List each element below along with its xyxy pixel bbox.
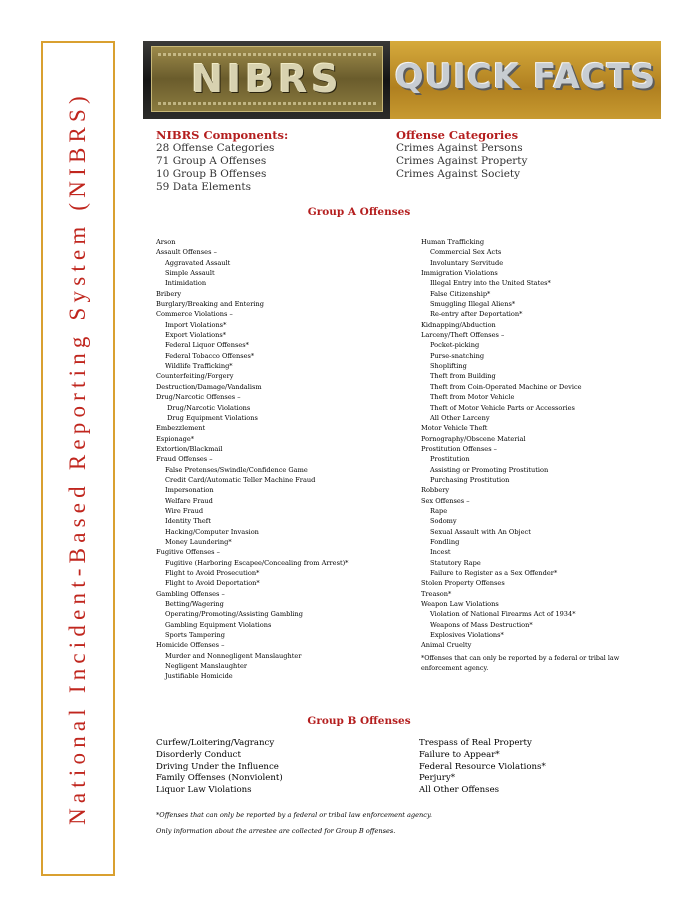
group-b-left-list	[156, 738, 283, 797]
list-item: Hacking/Computer Invasion	[165, 527, 259, 536]
group-b-right-list	[419, 738, 546, 797]
list-item: Sexual Assault with An Object	[430, 527, 531, 536]
quick-facts-title: QUICK FACTS	[394, 57, 657, 97]
list-item: Federal Tobacco Offenses*	[165, 351, 255, 360]
list-item: Rape	[430, 506, 448, 515]
list-item: Immigration Violations	[421, 269, 498, 278]
list-item: Federal Resource Violations*	[419, 761, 546, 772]
list-item: Wildlife Trafficking*	[165, 362, 233, 371]
list-item: Justifiable Homicide	[165, 672, 233, 681]
group-b-title: Group B Offenses	[307, 715, 411, 727]
group-a-footnote: *Offenses that can only be reported by a federal or tribal law enforcement agency.	[421, 654, 620, 672]
list-item: Extortion/Blackmail	[156, 444, 223, 453]
category-item: Crimes Against Persons	[396, 142, 523, 154]
plate-strip-top	[158, 53, 376, 56]
list-item: Motor Vehicle Theft	[421, 424, 488, 433]
plate-strip-bottom	[158, 102, 376, 105]
list-item: Fugitive (Harboring Escapee/Concealing from Arrest)*	[165, 558, 349, 567]
list-item: Intimidation	[165, 279, 207, 288]
list-item: Trespass of Real Property	[419, 738, 532, 748]
list-item: Murder and Nonnegligent Manslaughter	[165, 651, 302, 660]
list-item: Simple Assault	[165, 269, 215, 278]
list-item: Violation of National Firearms Act of 1934*	[430, 610, 576, 619]
category-item: Crimes Against Society	[396, 168, 521, 180]
list-item: False Pretenses/Swindle/Confidence Game	[165, 465, 308, 474]
list-item: Sex Offenses –	[421, 496, 470, 505]
list-item: Driving Under the Influence	[156, 761, 279, 772]
components-heading: NIBRS Components:	[156, 128, 289, 142]
list-item: Fugitive Offenses –	[156, 548, 220, 557]
list-item: Smuggling Illegal Aliens*	[430, 300, 516, 309]
list-item: Gambling Offenses –	[156, 589, 225, 598]
list-item: Homicide Offenses –	[156, 641, 225, 650]
list-item: Arson	[156, 238, 176, 246]
list-item: Re-entry after Deportation*	[430, 310, 523, 319]
list-item: Curfew/Loitering/Vagrancy	[156, 738, 275, 748]
list-item: Fondling	[430, 537, 460, 546]
list-item: All Other Larceny	[430, 413, 490, 422]
list-item: Wire Fraud	[165, 506, 204, 515]
list-item: Sodomy	[430, 517, 457, 526]
list-item: Illegal Entry into the United States*	[430, 279, 551, 288]
list-item: Operating/Promoting/Assisting Gambling	[165, 610, 303, 619]
list-item: Gambling Equipment Violations	[165, 620, 272, 629]
list-item: Destruction/Damage/Vandalism	[156, 382, 262, 391]
list-item: Bribery	[156, 289, 182, 298]
list-item: Purchasing Prostitution	[430, 475, 510, 484]
component-item: 10 Group B Offenses	[156, 168, 267, 180]
list-item: Impersonation	[165, 486, 214, 495]
category-item: Crimes Against Property	[396, 155, 528, 167]
list-item: Larceny/Theft Offenses –	[421, 331, 505, 340]
list-item: Export Violations*	[165, 331, 227, 340]
component-item: 59 Data Elements	[156, 181, 251, 193]
list-item: Failure to Register as a Sex Offender*	[430, 569, 558, 577]
list-item: Commerce Violations –	[156, 310, 233, 319]
side-title: National Incident-Based Reporting System (NIBRS)	[65, 91, 90, 825]
component-item: 71 Group A Offenses	[156, 155, 267, 167]
banner-quick-facts-panel	[390, 41, 661, 119]
list-item: Treason*	[421, 589, 452, 598]
list-item: Aggravated Assault	[165, 258, 231, 267]
list-item: Statutory Rape	[430, 558, 481, 567]
list-item: Burglary/Breaking and Entering	[156, 300, 264, 309]
list-item: Robbery	[421, 486, 450, 495]
list-item: Incest	[430, 548, 451, 557]
list-item: Shoplifting	[430, 362, 467, 371]
list-item: Fraud Offenses –	[156, 455, 213, 464]
list-item: Betting/Wagering	[165, 600, 224, 609]
list-item: Prostitution Offenses –	[421, 444, 497, 453]
list-item: Animal Cruelty	[421, 641, 472, 650]
group-a-right-list	[421, 237, 582, 651]
list-item: Prostitution	[430, 455, 470, 464]
list-item: Federal Liquor Offenses*	[165, 341, 249, 350]
list-item: Family Offenses (Nonviolent)	[156, 773, 283, 784]
nibrs-logo-text: NIBRS	[191, 57, 343, 101]
list-item: Drug/Narcotic Offenses –	[156, 393, 241, 402]
categories-block	[396, 128, 527, 181]
list-item: Human Trafficking	[421, 238, 485, 246]
banner-logo-panel	[143, 41, 390, 119]
list-item: All Other Offenses	[419, 785, 500, 796]
components-block	[156, 128, 288, 194]
list-item: Disorderly Conduct	[156, 749, 241, 760]
list-item: False Citizenship*	[430, 289, 491, 298]
component-item: 28 Offense Categories	[156, 142, 275, 154]
list-item: Theft from Motor Vehicle	[430, 393, 515, 402]
list-item: Failure to Appear*	[419, 749, 500, 760]
list-item: Theft from Coin-Operated Machine or Device	[430, 382, 582, 391]
list-item: Drug/Narcotic Violations	[167, 403, 251, 412]
group-a-left-list	[156, 237, 348, 682]
list-item: Counterfeiting/Forgery	[156, 372, 234, 381]
group-b-footnote-arrestee: Only information about the arrestee are collected for Group B offenses.	[156, 827, 396, 835]
list-item: Flight to Avoid Deportation*	[165, 579, 260, 588]
list-item: Embezzlement	[156, 424, 206, 433]
list-item: Purse-snatching	[430, 351, 485, 360]
list-item: Commercial Sex Acts	[430, 248, 502, 257]
list-item: Involuntary Servitude	[430, 258, 504, 267]
list-item: Theft of Motor Vehicle Parts or Accessories	[430, 403, 575, 412]
group-b-footnotes	[156, 807, 432, 839]
list-item: Weapons of Mass Destruction*	[430, 620, 533, 629]
list-item: Espionage*	[156, 434, 195, 443]
list-item: Stolen Property Offenses	[421, 579, 505, 588]
list-item: Liquor Law Violations	[156, 785, 252, 796]
list-item: Pornography/Obscene Material	[421, 434, 526, 443]
list-item: Drug Equipment Violations	[167, 413, 258, 422]
group-b-footnote-federal: *Offenses that can only be reported by a federal or tribal law enforcement agency.	[156, 811, 432, 819]
list-item: Theft from Building	[430, 372, 496, 381]
list-item: Assault Offenses –	[156, 248, 217, 257]
list-item: Pocket-picking	[430, 341, 480, 350]
list-item: Explosives Violations*	[430, 631, 504, 640]
list-item: Weapon Law Violations	[421, 600, 499, 609]
list-item: Credit Card/Automatic Teller Machine Fraud	[165, 475, 316, 484]
list-item: Identity Theft	[165, 517, 211, 526]
header-banner	[143, 41, 661, 119]
nibrs-logo-plate	[151, 46, 383, 112]
list-item: Assisting or Promoting Prostitution	[430, 465, 549, 474]
list-item: Negligent Manslaughter	[165, 662, 247, 671]
list-item: Welfare Fraud	[165, 496, 213, 505]
list-item: Perjury*	[419, 773, 456, 784]
list-item: Import Violations*	[165, 320, 227, 329]
group-a-title: Group A Offenses	[307, 206, 411, 218]
list-item: Money Laundering*	[165, 537, 232, 546]
categories-heading: Offense Categories	[396, 128, 519, 142]
list-item: Flight to Avoid Prosecution*	[165, 569, 260, 577]
list-item: Sports Tampering	[165, 631, 225, 640]
list-item: Kidnapping/Abduction	[421, 320, 496, 329]
